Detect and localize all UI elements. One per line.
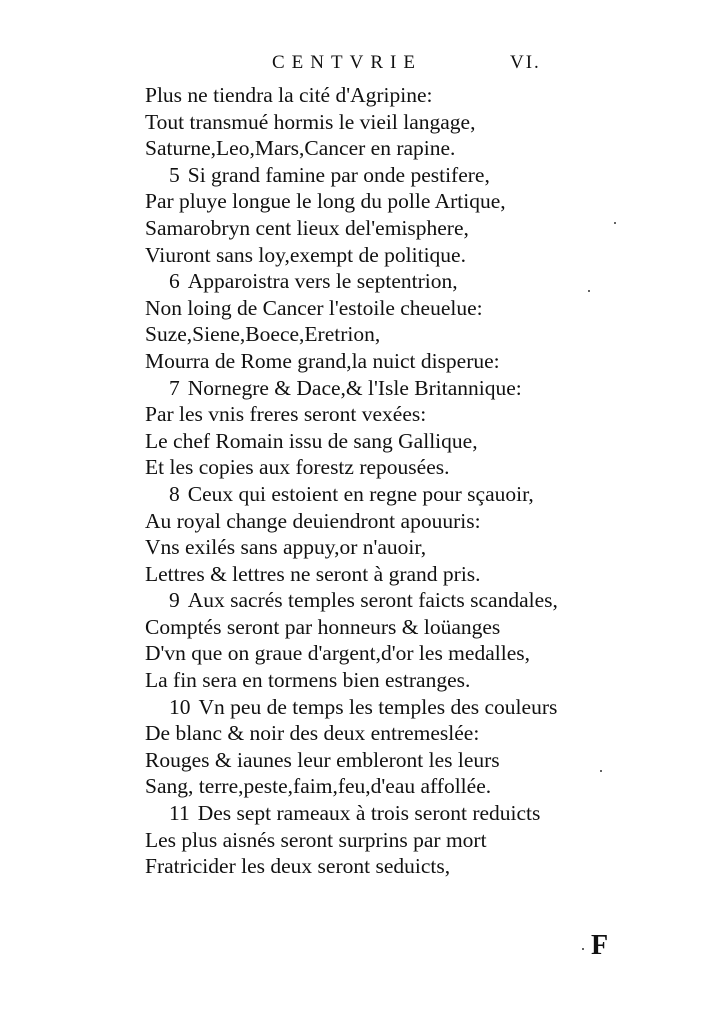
line-text: Au royal change deuiendront apouuris: — [145, 508, 481, 533]
verse-line — [145, 853, 615, 880]
quatrain-first-line — [145, 268, 615, 295]
line-text: Vn peu de temps les temples des couleurs — [198, 694, 558, 719]
verse-line — [145, 720, 615, 747]
line-text: Plus ne tiendra la cité d'Agripine: — [145, 83, 433, 107]
signature-mark: F — [591, 930, 609, 961]
line-text: Vns exilés sans appuy,or n'auoir, — [145, 535, 427, 560]
quatrain-first-line — [145, 481, 615, 508]
verse-line — [145, 321, 615, 348]
line-text: Par les vnis freres seront vexées: — [145, 402, 427, 427]
line-text: Aux sacrés temples seront faicts scandales, — [187, 588, 558, 613]
verse-line — [145, 534, 615, 561]
line-text: Les plus aisnés seront surprins par mort — [145, 827, 487, 852]
line-text: Et les copies aux forestz repousées. — [145, 455, 450, 480]
line-text: Sang, terre,peste,faim,feu,d'eau affollée. — [145, 774, 492, 799]
line-text: Mourra de Rome grand,la nuict disperue: — [145, 348, 500, 373]
verse-text — [145, 82, 615, 880]
line-text: D'vn que on graue d'argent,d'or les medalles, — [145, 641, 530, 666]
verse-line — [145, 215, 615, 242]
line-text: Suze,Siene,Boece,Eretrion, — [145, 322, 381, 347]
verse-line — [145, 348, 615, 375]
line-text: Apparoistra vers le septentrion, — [187, 269, 458, 294]
verse-line — [145, 773, 615, 800]
verse-line — [145, 82, 615, 109]
quatrain-first-line — [145, 694, 615, 721]
line-text: Comptés seront par honneurs & loüanges — [145, 614, 501, 639]
ink-speck — [614, 222, 616, 224]
quatrain-number: 10 — [169, 694, 191, 719]
verse-line — [145, 401, 615, 428]
ink-speck — [600, 770, 602, 772]
quatrain-first-line — [145, 800, 615, 827]
verse-line — [145, 827, 615, 854]
line-text: Le chef Romain issu de sang Gallique, — [145, 428, 478, 453]
verse-line — [145, 747, 615, 774]
quatrain-first-line — [145, 587, 615, 614]
ink-speck — [582, 948, 584, 950]
verse-line — [145, 640, 615, 667]
line-text: Nornegre & Dace,& l'Isle Britannique: — [187, 375, 522, 400]
line-text: Par pluye longue le long du polle Artique, — [145, 189, 506, 214]
line-text: Samarobryn cent lieux del'emisphere, — [145, 215, 469, 240]
line-text: Tout transmué hormis le vieil langage, — [145, 109, 476, 134]
line-text: Rouges & iaunes leur embleront les leurs — [145, 747, 500, 772]
line-text: Des sept rameaux à trois seront reduicts — [197, 801, 541, 826]
verse-line — [145, 454, 615, 481]
verse-line — [145, 135, 615, 162]
header-title: CENTVRIE — [272, 52, 422, 73]
line-text: Fratricider les deux seront seduicts, — [145, 854, 451, 879]
header-number: VI. — [510, 52, 541, 73]
verse-line — [145, 561, 615, 588]
quatrain-number: 9 — [169, 588, 180, 613]
line-text: De blanc & noir des deux entremeslée: — [145, 721, 480, 746]
verse-line — [145, 508, 615, 535]
verse-line — [145, 109, 615, 136]
verse-line — [145, 242, 615, 269]
line-text: Ceux qui estoient en regne pour sçauoir, — [187, 481, 534, 506]
quatrain-first-line — [145, 162, 615, 189]
line-text: La fin sera en tormens bien estranges. — [145, 668, 471, 693]
quatrain-first-line — [145, 375, 615, 402]
quatrain-number: 11 — [169, 801, 190, 826]
verse-line — [145, 667, 615, 694]
quatrain-number: 6 — [169, 269, 180, 294]
verse-line — [145, 295, 615, 322]
quatrain-number: 8 — [169, 481, 180, 506]
running-header — [272, 52, 572, 82]
line-text: Non loing de Cancer l'estoile cheuelue: — [145, 295, 483, 320]
line-text: Lettres & lettres ne seront à grand pris. — [145, 561, 481, 586]
line-text: Si grand famine par onde pestifere, — [187, 162, 490, 187]
line-text: Viuront sans loy,exempt de politique. — [145, 242, 466, 267]
quatrain-number: 7 — [169, 375, 180, 400]
verse-line — [145, 428, 615, 455]
quatrain-number: 5 — [169, 162, 180, 187]
line-text: Saturne,Leo,Mars,Cancer en rapine. — [145, 136, 456, 161]
verse-line — [145, 188, 615, 215]
verse-line — [145, 614, 615, 641]
ink-speck — [588, 290, 590, 292]
